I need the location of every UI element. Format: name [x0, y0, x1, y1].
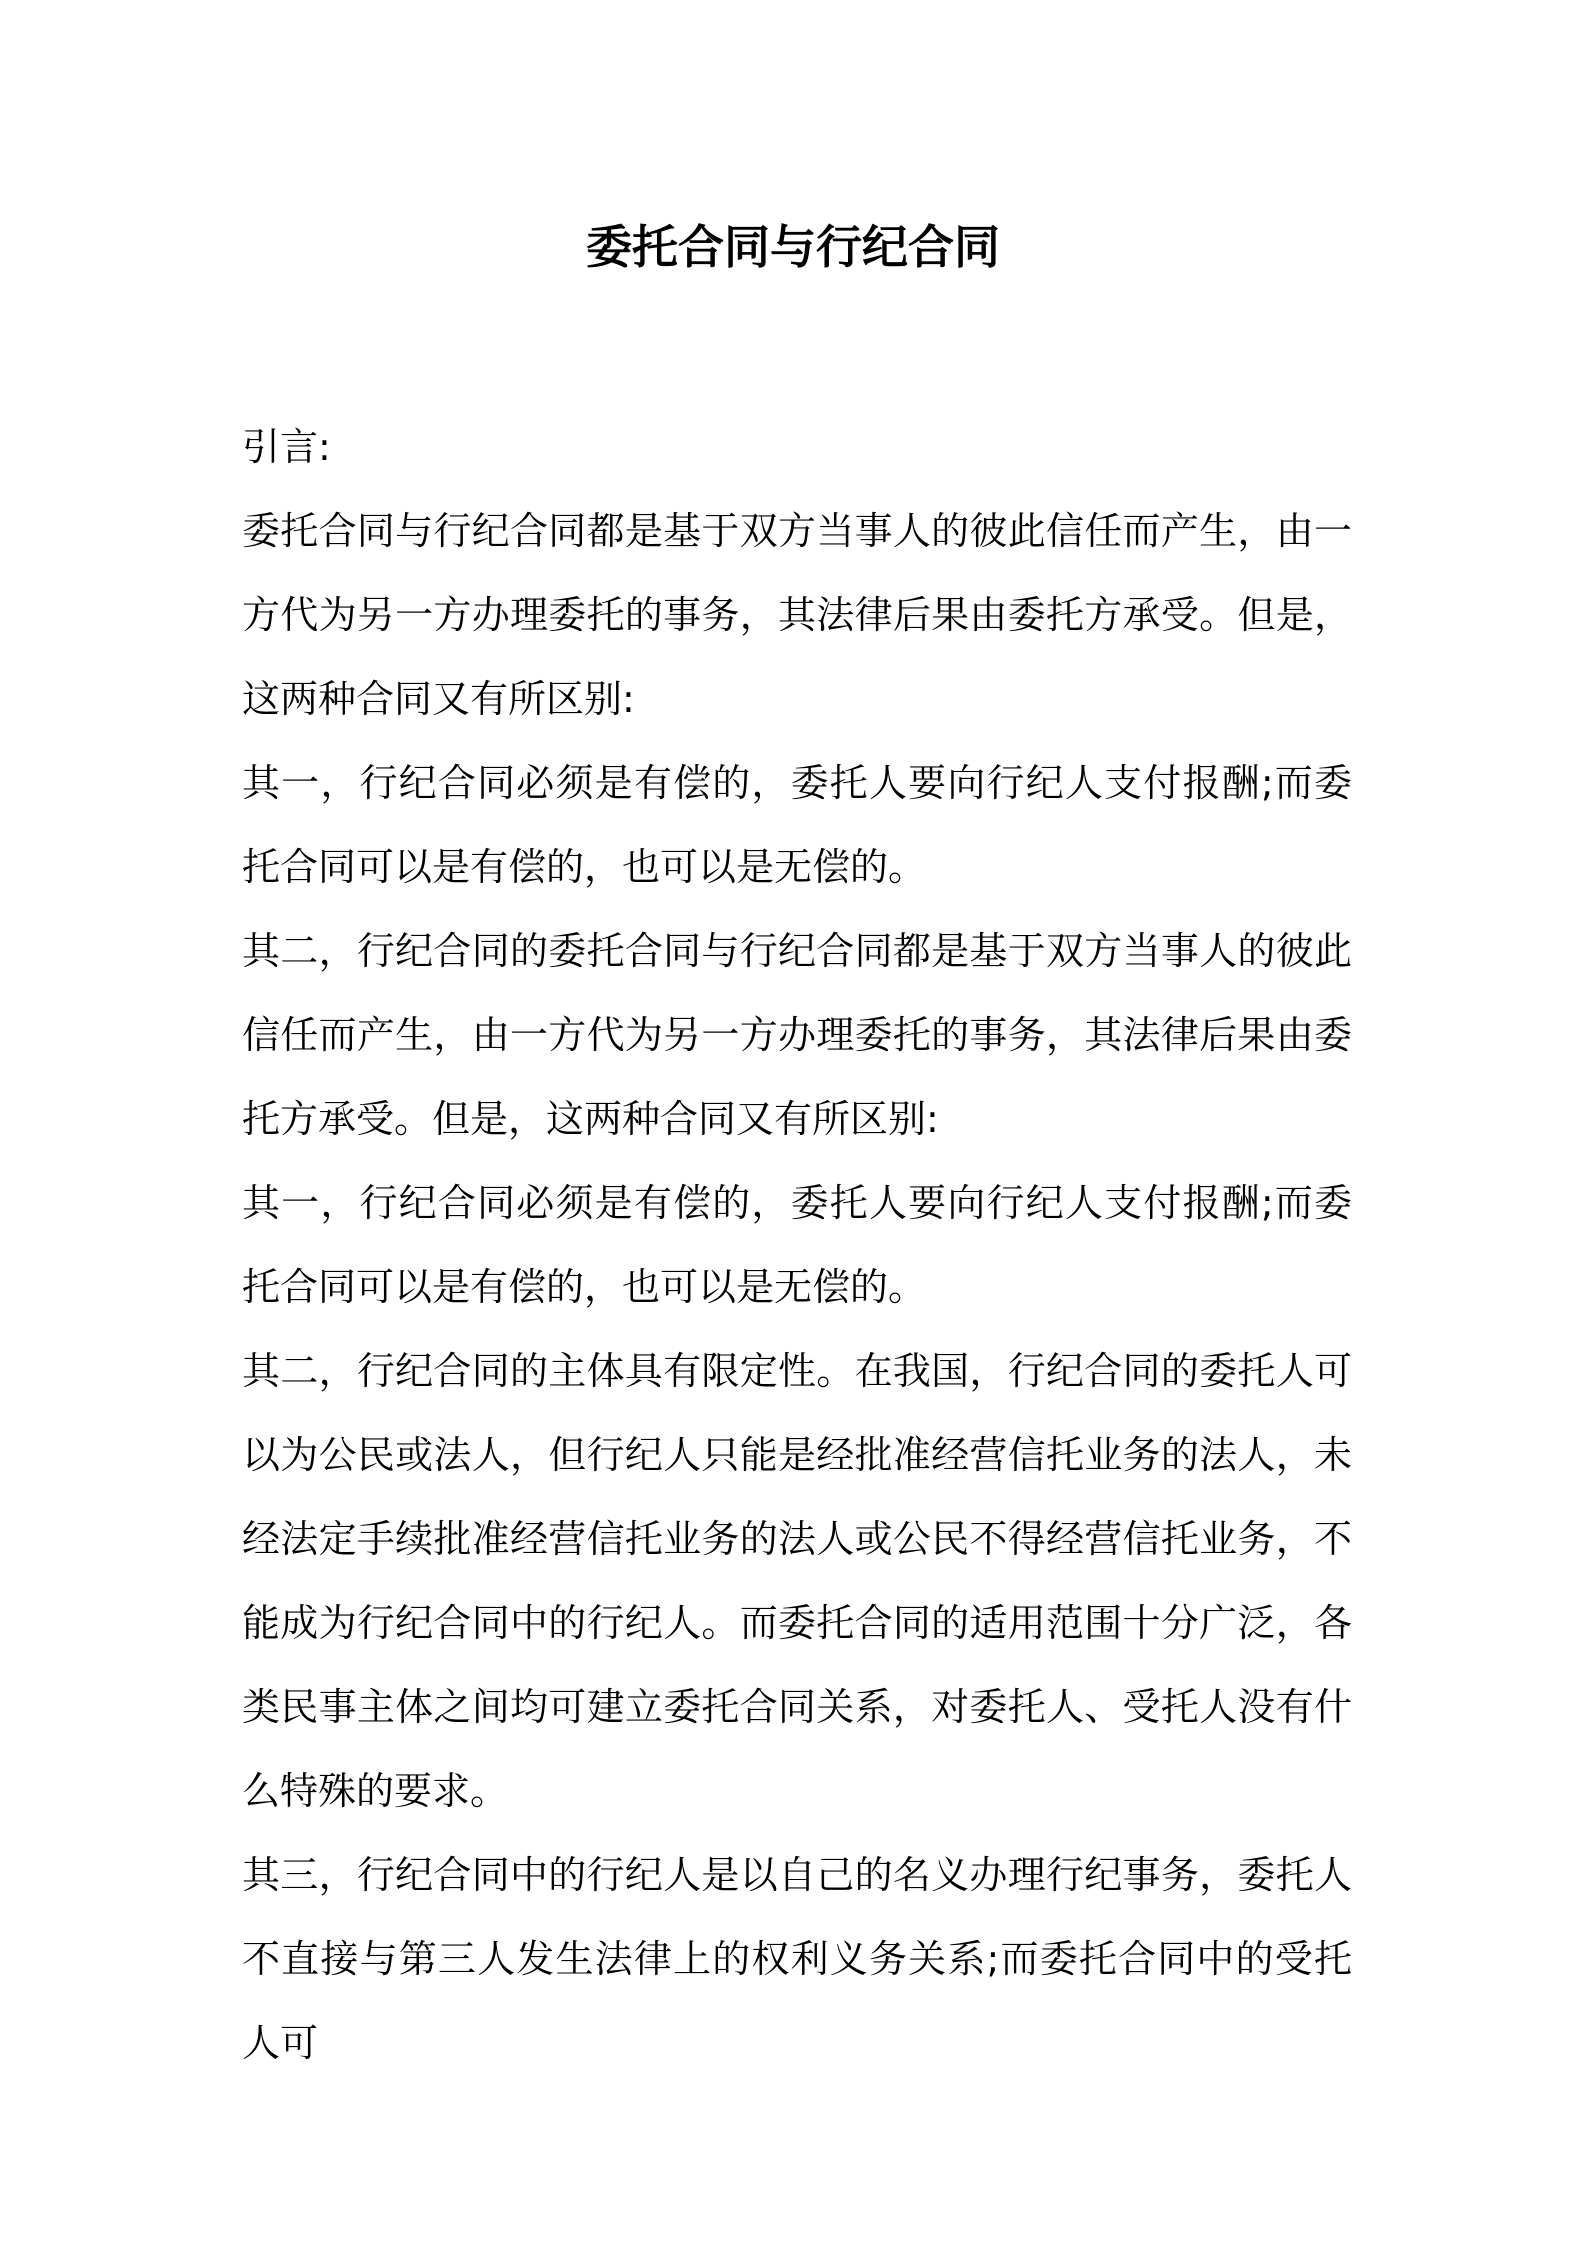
paragraph: 委托合同与行纪合同都是基于双方当事人的彼此信任而产生，由一方代为另一方办理委托的事务，其法律后果由委托方承受。但是，这两种合同又有所区别: [242, 509, 1352, 721]
paragraph: 其三，行纪合同中的行纪人是以自己的名义办理行纪事务，委托人不直接与第三人发生法律上的权利义务关系;而委托合同中的受托人可 [242, 1853, 1352, 2065]
paragraph: 其二，行纪合同的委托合同与行纪合同都是基于双方当事人的彼此信任而产生，由一方代为另一方办理委托的事务，其法律后果由委托方承受。但是，这两种合同又有所区别: [242, 929, 1352, 1141]
paragraph: 其二，行纪合同的主体具有限定性。在我国，行纪合同的委托人可以为公民或法人，但行纪人只能是经批准经营信托业务的法人，未经法定手续批准经营信托业务的法人或公民不得经营信托业务，不能成为行纪合同中的行纪人。而委托合同的适用范围十分广泛，各类民事主体之间均可建立委托合同关系，对委托人、受托人没有什么特殊的要求。 [242, 1349, 1352, 1813]
paragraph-intro-heading: 引言: [242, 425, 331, 469]
paragraph: 其一，行纪合同必须是有偿的，委托人要向行纪人支付报酬;而委托合同可以是有偿的，也可以是无偿的。 [242, 761, 1352, 889]
paragraph: 其一，行纪合同必须是有偿的，委托人要向行纪人支付报酬;而委托合同可以是有偿的，也可以是无偿的。 [242, 1181, 1352, 1309]
document-body [242, 405, 1352, 2085]
document-title: 委托合同与行纪合同 [586, 220, 1000, 274]
